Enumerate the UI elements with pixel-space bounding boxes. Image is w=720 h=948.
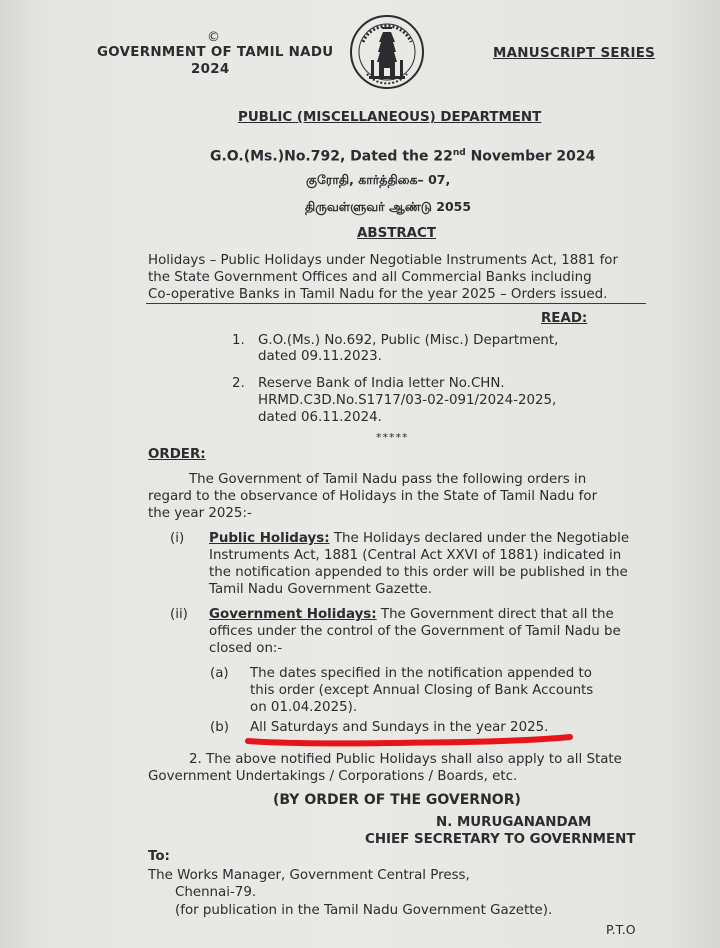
- pto-label: P.T.O: [606, 922, 636, 937]
- manuscript-series-label: MANUSCRIPT SERIES: [493, 46, 656, 61]
- clause-i-line-4: Tamil Nadu Government Gazette.: [209, 582, 432, 597]
- abstract-heading: ABSTRACT: [357, 226, 436, 241]
- sub-item-a-number: (a): [210, 666, 229, 681]
- clause-i-line-3: the notification appended to this order will be published in the: [209, 565, 628, 580]
- abstract-line-3: Co-operative Banks in Tamil Nadu for the year 2025 – Orders issued.: [148, 287, 608, 302]
- separator-stars: *****: [376, 431, 409, 444]
- read-item-2-line-1: Reserve Bank of India letter No.CHN.: [258, 376, 505, 391]
- signatory-designation: CHIEF SECRETARY TO GOVERNMENT: [365, 832, 636, 847]
- tamil-year-line: திருவள்ளுவர் ஆண்டு 2055: [305, 199, 472, 214]
- read-item-1-line-2: dated 09.11.2023.: [258, 349, 382, 364]
- department-title: PUBLIC (MISCELLANEOUS) DEPARTMENT: [238, 110, 542, 125]
- sub-item-b-number: (b): [210, 720, 229, 735]
- clause-i-line-1: Public Holidays: The Holidays declared under the Negotiable: [209, 531, 630, 546]
- order-heading: ORDER:: [148, 447, 206, 462]
- clause-ii-number: (ii): [170, 607, 188, 622]
- clause-i-number: (i): [170, 531, 185, 546]
- abstract-rule: [146, 303, 646, 304]
- clause-ii-title: Government Holidays:: [209, 607, 377, 622]
- read-item-1-line-1: G.O.(Ms.) No.692, Public (Misc.) Department,: [258, 333, 559, 348]
- sub-item-a-line-3: on 01.04.2025).: [250, 700, 358, 715]
- clause-i-title: Public Holidays:: [209, 531, 330, 546]
- to-line-2: Chennai-79.: [175, 885, 257, 900]
- read-item-1-number: 1.: [232, 333, 245, 348]
- to-heading: To:: [148, 849, 170, 864]
- clause-ii-line-1: Government Holidays: The Government direct that all the: [209, 607, 614, 622]
- by-order-line: (BY ORDER OF THE GOVERNOR): [273, 792, 521, 808]
- abstract-line-1: Holidays – Public Holidays under Negotiable Instruments Act, 1881 for: [148, 253, 618, 268]
- govt-heading: GOVERNMENT OF TAMIL NADU: [97, 45, 334, 60]
- clause-ii-line-3: closed on:-: [209, 641, 283, 656]
- to-line-1: The Works Manager, Government Central Press,: [148, 868, 470, 883]
- abstract-line-2: the State Government Offices and all Commercial Banks including: [148, 270, 592, 285]
- order-intro-line-1: The Government of Tamil Nadu pass the following orders in: [189, 472, 587, 487]
- order-intro-line-2: regard to the observance of Holidays in the State of Tamil Nadu for: [148, 489, 598, 504]
- govt-year: 2024: [191, 62, 230, 77]
- red-highlight-underline: [244, 731, 574, 751]
- to-line-3: (for publication in the Tamil Nadu Government Gazette).: [175, 903, 553, 918]
- tamil-nadu-emblem-icon: [349, 12, 425, 92]
- read-item-2-number: 2.: [232, 376, 245, 391]
- sub-item-b-line-1: All Saturdays and Sundays in the year 2025.: [250, 720, 549, 735]
- clause-i-line-2: Instruments Act, 1881 (Central Act XXVI of 1881) indicated in: [209, 548, 622, 563]
- go-number: G.O.(Ms.)No.792, Dated the 22nd November 2024: [210, 148, 596, 165]
- order-intro-line-3: the year 2025:-: [148, 506, 252, 521]
- para-2-line-2: Government Undertakings / Corporations / Boards, etc.: [148, 769, 518, 784]
- read-item-2-line-3: dated 06.11.2024.: [258, 410, 382, 425]
- signatory-name: N. MURUGANANDAM: [436, 815, 592, 830]
- sub-item-a-line-2: this order (except Annual Closing of Bank Accounts: [250, 683, 594, 698]
- tamil-date-line: குரோதி, கார்த்திகை– 07,: [306, 172, 451, 187]
- read-heading: READ:: [541, 311, 588, 326]
- clause-ii-line-2: offices under the control of the Government of Tamil Nadu be: [209, 624, 621, 639]
- sub-item-a-line-1: The dates specified in the notification appended to: [250, 666, 592, 681]
- copyright-symbol: ©: [207, 30, 220, 45]
- para-2-line-1: 2. The above notified Public Holidays shall also apply to all State: [189, 752, 622, 767]
- read-item-2-line-2: HRMD.C3D.No.S1717/03-02-091/2024-2025,: [258, 393, 557, 408]
